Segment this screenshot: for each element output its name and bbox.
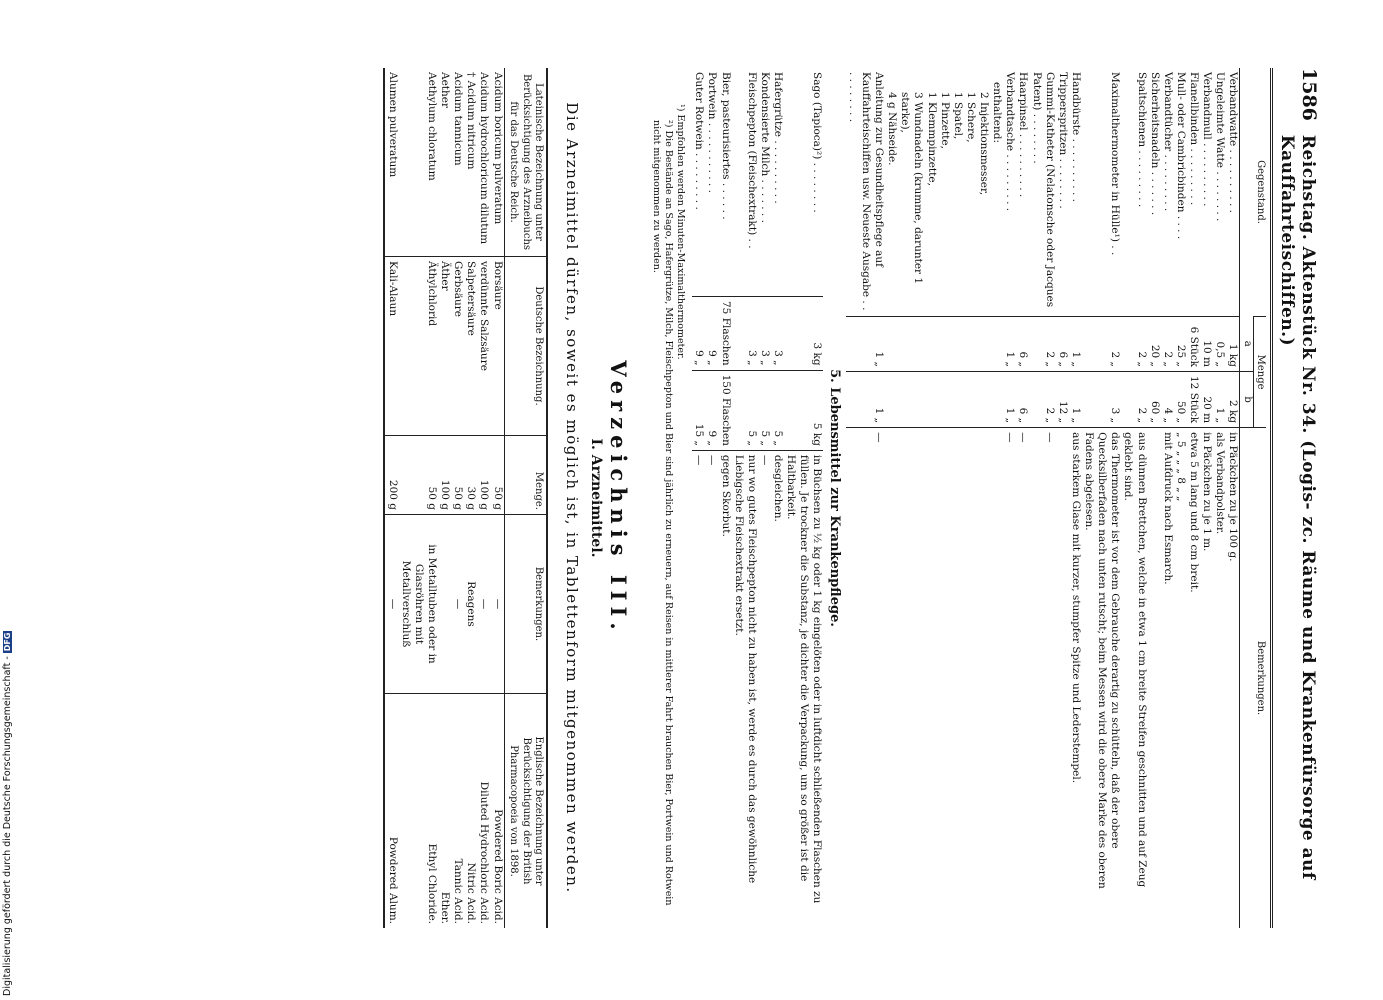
item-name: Ungeleimte Watte . . . . . . . . (1214, 72, 1227, 222)
amount-a: 3 „ (758, 297, 771, 371)
item-name: 1 Pinzette, (938, 92, 951, 149)
section-5-title: 5. Lebensmittel zur Krankenpflege. (826, 369, 842, 627)
latin-name: † Acidum nitricum (465, 72, 478, 170)
amount-b: 5 „ (732, 370, 758, 450)
remark (1148, 428, 1161, 928)
amount-a (885, 317, 898, 372)
amount-b: 12 „ (1056, 372, 1069, 428)
item-name: Tripperspritzen . . . . . . . . (1056, 72, 1069, 209)
supplies-table-header-row (1254, 68, 1267, 928)
german-name: Gerbsäure (451, 257, 464, 436)
col-header-amount: Menge. (504, 436, 547, 515)
remark: in Büchsen zu ½ kg oder 1 kg eingelöten oder in luftdicht schließenden Flaschen zu füllen. Je trockner die Substanz, je dichter die Verpackung, um so größer ist die Haltbarkeit. (784, 450, 823, 928)
german-name: Borsäure (491, 257, 505, 436)
remark: das Thermometer ist vor dem Gebrauche derartig zu schütteln, daß der obere Quecksilberfaden nach unten rutscht; beim Messen wird die obere Marke des oberen Fadens abgelesen. (1082, 428, 1121, 928)
amount-b: 15 „ (692, 370, 705, 450)
amount-a: 6 Stück (1187, 317, 1200, 372)
col-header-a: a (1240, 317, 1254, 372)
remark: Reagens (464, 515, 477, 694)
amount-b: 1 „ (1213, 372, 1226, 428)
remark: — (1030, 428, 1056, 928)
amount-b: 5 kg (784, 370, 823, 450)
table-row (1148, 68, 1161, 928)
table-row (477, 68, 490, 928)
table-row (732, 68, 758, 928)
item-name: Verbandtücher . . . . . . . . . (1161, 72, 1174, 212)
english-name: Tannic Acid. (451, 694, 464, 929)
amount: 30 g (464, 436, 477, 515)
medicines-table (384, 68, 549, 928)
table-row (1016, 68, 1029, 928)
table-row (1030, 68, 1056, 928)
remark: — (1003, 428, 1016, 928)
item-name: Verbandwatte . . . . . . . . . . (1227, 72, 1240, 213)
english-name: Nitric Acid. (464, 694, 477, 929)
food-table (692, 68, 823, 928)
table-row (705, 68, 718, 928)
table-row (385, 68, 399, 928)
amount-a: 1 „ (1003, 317, 1016, 372)
item-name: 1 Schere, (965, 92, 977, 143)
amount-b: 5 „ (771, 370, 784, 450)
german-name: Äther (438, 257, 451, 436)
amount-a: 9 „ (705, 297, 718, 371)
german-name: Salpetersäure (464, 257, 477, 436)
table-row (771, 68, 784, 928)
item-name: 2 Injektionsmesser, (978, 92, 991, 196)
english-name: Ethyl Chloride. (399, 694, 438, 929)
section-1-title: I. Arzneimittel. (588, 438, 605, 558)
remark: — (385, 515, 399, 694)
amount-a: 2 „ (1030, 317, 1056, 372)
amount-b (964, 372, 977, 428)
amount-b: 1 „ (846, 372, 885, 428)
table-row (1121, 68, 1147, 928)
german-name: verdünnte Salzsäure (477, 257, 490, 436)
food-item-name: Guter Rotwein . . . . . . . . . (693, 72, 706, 210)
amount-b (990, 372, 1003, 428)
amount-b: 50 „ (1174, 372, 1187, 428)
latin-name: Aether (439, 72, 452, 109)
remark: mit Aufdruck nach Esmarch. (1161, 428, 1174, 928)
amount-b (885, 372, 898, 428)
arzneimittel-intro: Die Arzneimittel dürfen, soweit es möglich ist, in Tablettenform mitgenommen werden. (562, 102, 581, 894)
remark: gegen Skorbut. (719, 450, 732, 928)
amount-a: 6 „ (1016, 317, 1029, 372)
amount-b: 2 „ (1030, 372, 1056, 428)
amount-b: 1 „ (1069, 372, 1082, 428)
amount-b: 2 „ (1121, 372, 1147, 428)
amount-a: 20 „ (1148, 317, 1161, 372)
remark (885, 428, 898, 928)
amount: 100 g (477, 436, 490, 515)
amount: 50 g (399, 436, 438, 515)
page-title: Reichstag. Aktenstück Nr. 34. (Logis- zc. Räume und Krankenfürsorge auf Kauffahrteischiffen.) (1276, 134, 1318, 880)
amount-a: 1 „ (846, 317, 885, 372)
item-name: Maximalthermometer in Hülle¹) . . (1109, 72, 1122, 256)
table-row (938, 68, 951, 928)
remark: „ 5 „ „ „ 8 „ „ (1174, 428, 1187, 928)
table-row (1200, 68, 1213, 928)
amount-a (990, 317, 1003, 372)
food-item-name: Hafergrütze . . . . . . . . . . (772, 72, 785, 204)
amount-b: 2 kg (1226, 372, 1240, 428)
amount-a: 9 „ (692, 297, 705, 371)
item-name: Mull- oder Cambricbinden . . . . (1175, 72, 1187, 240)
latin-name: Alumen pulveratum (386, 72, 399, 178)
col-header-german: Deutsche Bezeichnung. (504, 257, 547, 436)
remark (1056, 428, 1069, 928)
amount-b: 150 Flaschen (719, 370, 732, 450)
item-name: 4 g Nähseide. (886, 92, 899, 166)
table-row (885, 68, 898, 928)
remark: in Päckchen zu je 100 g. (1226, 428, 1240, 928)
latin-name: Aethylum chloratum (426, 72, 438, 181)
page-number: 1586 (1298, 68, 1320, 121)
item-name: 3 Wundnadeln (krumme, darunter 1 starke), (899, 92, 925, 285)
table-row (399, 68, 438, 928)
amount-b (951, 372, 964, 428)
food-item-name: Fleischpepton (Fleischextrakt) . . (745, 72, 758, 249)
col-header-med-remarks: Bemerkungen. (504, 515, 547, 694)
digitization-credit (0, 600, 18, 1000)
amount-a: 2 „ (1121, 317, 1147, 372)
amount-a: 6 „ (1056, 317, 1069, 372)
item-name: Handbürste . . . . . . . . . . (1070, 72, 1082, 202)
medicines-table-header-row (504, 68, 547, 928)
german-name: Äthylchlorid (399, 257, 438, 436)
amount-a: 1 kg (1226, 317, 1240, 372)
remark (990, 428, 1003, 928)
remark (964, 428, 977, 928)
remark: — (846, 428, 885, 928)
remark: desgleichen. (771, 450, 784, 928)
remark (977, 428, 990, 928)
remark (925, 428, 938, 928)
amount-a (898, 317, 924, 372)
amount-b (925, 372, 938, 428)
amount-a (964, 317, 977, 372)
table-row (784, 68, 823, 928)
table-row (1187, 68, 1200, 928)
remark: in Päckchen zu je 1 m. (1200, 428, 1213, 928)
remark (951, 428, 964, 928)
latin-name: Acidum hydrochloricum dilutum (478, 72, 491, 245)
item-name: Flanellbinden . . . . . . . . . (1188, 72, 1201, 206)
item-name: Anleitung zur Gesundheitspflege auf Kauffahrteischiffen usw. Neueste Ausgabe . . . . . . . . . . (846, 72, 886, 311)
medicines-table-body (385, 68, 505, 928)
amount-a: 2 „ (1082, 317, 1121, 372)
remark: nur wo gutes Fleischpepton nicht zu haben ist, werde es durch das gewöhnliche Liebigsche Fleischextrakt ersetzt. (732, 450, 758, 928)
supplies-table-body (846, 68, 1240, 928)
remark: — (692, 450, 705, 928)
remark: — (705, 450, 718, 928)
table-row (1161, 68, 1174, 928)
amount-a: 3 „ (771, 297, 784, 371)
amount-b: 5 „ (758, 370, 771, 450)
remark: — (477, 515, 490, 694)
food-item-name: Bier, pasteurisiertes . . . . . . (719, 72, 732, 220)
remark: — (451, 515, 464, 694)
remark: — (758, 450, 771, 928)
amount-a: 0,5 „ (1213, 317, 1226, 372)
item-name: Gummi-Katheter (Nelatonsche oder Jacques Patent) . . . . . . . . (1030, 72, 1056, 308)
item-name: Haarpinsel . . . . . . . . . . (1017, 72, 1030, 198)
item-name: 1 Klemmpinzette, (925, 92, 938, 186)
item-name: Verbandtasche . . . . . . . . . (1004, 72, 1017, 212)
amount-a: 75 Flaschen (719, 297, 732, 371)
table-row (1069, 68, 1082, 928)
item-name: Verbandmull . . . . . . . . . . (1201, 72, 1214, 207)
german-name: Kali-Alaun (385, 257, 399, 436)
amount-b: 20 m (1200, 372, 1213, 428)
table-row (1056, 68, 1069, 928)
amount-b: 4 „ (1161, 372, 1174, 428)
table-row (1174, 68, 1187, 928)
amount-a: 25 „ (1174, 317, 1187, 372)
amount-b: 60 „ (1148, 372, 1161, 428)
table-row (491, 68, 505, 928)
table-row (438, 68, 451, 928)
table-row (451, 68, 464, 928)
table-row (925, 68, 938, 928)
amount-b: 9 „ (705, 370, 718, 450)
remark: — (491, 515, 505, 694)
latin-name: Acidum boricum pulveratum (491, 72, 504, 225)
food-item-name: Portwein . . . . . . . . . . . (706, 72, 719, 193)
table-row (846, 68, 885, 928)
col-header-english: Englische Bezeichnung unter Berücksichtigung der British Pharmacopoeia von 1898. (504, 694, 547, 929)
table-row (692, 68, 705, 928)
amount-a (925, 317, 938, 372)
amount: 100 g (438, 436, 451, 515)
amount-a: 3 „ (732, 297, 758, 371)
table-row (1082, 68, 1121, 928)
amount-a (951, 317, 964, 372)
col-header-remarks: Bemerkungen. (1240, 428, 1267, 928)
amount-a: 1 „ (1069, 317, 1082, 372)
table-row (758, 68, 771, 928)
item-name: 1 Spatel, (951, 92, 964, 140)
amount-a (977, 317, 990, 372)
amount: 50 g (451, 436, 464, 515)
food-table-body (692, 68, 823, 928)
supplies-table (846, 68, 1267, 928)
remark: — (1016, 428, 1029, 928)
col-header-b: b (1240, 372, 1254, 428)
english-name: Ether. (438, 694, 451, 929)
item-name: Spaltschienen . . . . . . . . . (1135, 72, 1148, 208)
verzeichnis-title: Verzeichnis III. (605, 360, 631, 636)
col-header-latin: Lateinische Bezeichnung unter Berücksichtigung des Arzneibuchs für das Deutsche Reich. (504, 68, 547, 257)
food-item-name: Sago (Tapioca)²) . . . . . . . . (811, 72, 824, 213)
remark: aus starkem Glase mit kurzer, stumpfer Spitze und Lederstempel. (1069, 428, 1082, 928)
credit-text: Digitalisierung gefördert durch die Deutsche Forschungsgemeinschaft - (2, 656, 13, 996)
remark: aus dünnen Brettchen, welche in etwa 1 cm breite Streifen geschnitten und auf Zeug geklebt sind. (1121, 428, 1147, 928)
table-row (1213, 68, 1226, 928)
table-row (464, 68, 477, 928)
col-header-menge: Menge (1254, 317, 1267, 428)
remark: als Verbandpolster. (1213, 428, 1226, 928)
table-row (1226, 68, 1240, 928)
table-row (719, 68, 732, 928)
english-name: Powdered Boric Acid. (491, 694, 505, 929)
amount-a: 3 kg (784, 297, 823, 371)
rotated-page (180, 68, 1320, 928)
amount-b (938, 372, 951, 428)
table-row (990, 68, 1003, 928)
page-header (1271, 68, 1321, 928)
remark (438, 515, 451, 694)
amount: 200 g (385, 436, 399, 515)
food-item-name: Kondensierte Milch . . . . . . . (759, 72, 771, 223)
amount-a: 10 m (1200, 317, 1213, 372)
amount-a (938, 317, 951, 372)
amount-b: 3 „ (1082, 372, 1121, 428)
remark (938, 428, 951, 928)
english-name: Powdered Alum. (385, 694, 399, 929)
dfg-logo: DFG (3, 632, 12, 652)
remark: in Metalltuben oder in Glasröhren mit Metallverschluß (399, 515, 438, 694)
table-row (977, 68, 990, 928)
amount: 50 g (491, 436, 505, 515)
amount-b: 12 Stück (1187, 372, 1200, 428)
amount-b: 1 „ (1003, 372, 1016, 428)
table-row (898, 68, 924, 928)
table-row (951, 68, 964, 928)
amount-b: 6 „ (1016, 372, 1029, 428)
amount-b (977, 372, 990, 428)
footnote-2: ²) Die Bestände an Sago, Hafergrütze, Milch, Fleischpepton und Bier sind jährlich zu erneuern, auf Reisen in mittlerer Fahrt brauchen Bier, Portwein und Rotwein nicht mitgenommen zu werden. (651, 120, 675, 906)
remark (898, 428, 924, 928)
table-row (964, 68, 977, 928)
item-name: enthaltend: (991, 82, 1004, 144)
remark: etwa 5 m lang und 8 cm breit. (1187, 428, 1200, 928)
table-row (1003, 68, 1016, 928)
footnote-1: ¹) Empfohlen werden Minuten-Maximalthermometer. (675, 104, 687, 360)
amount-b (898, 372, 924, 428)
col-header-item: Gegenstand. (1240, 68, 1267, 317)
english-name: Diluted Hydrochloric Acid. (477, 694, 490, 929)
latin-name: Acidum tannicum (452, 72, 465, 166)
amount-a: 2 „ (1161, 317, 1174, 372)
item-name: Sicherheitsnadeln . . . . . . . (1148, 72, 1161, 216)
